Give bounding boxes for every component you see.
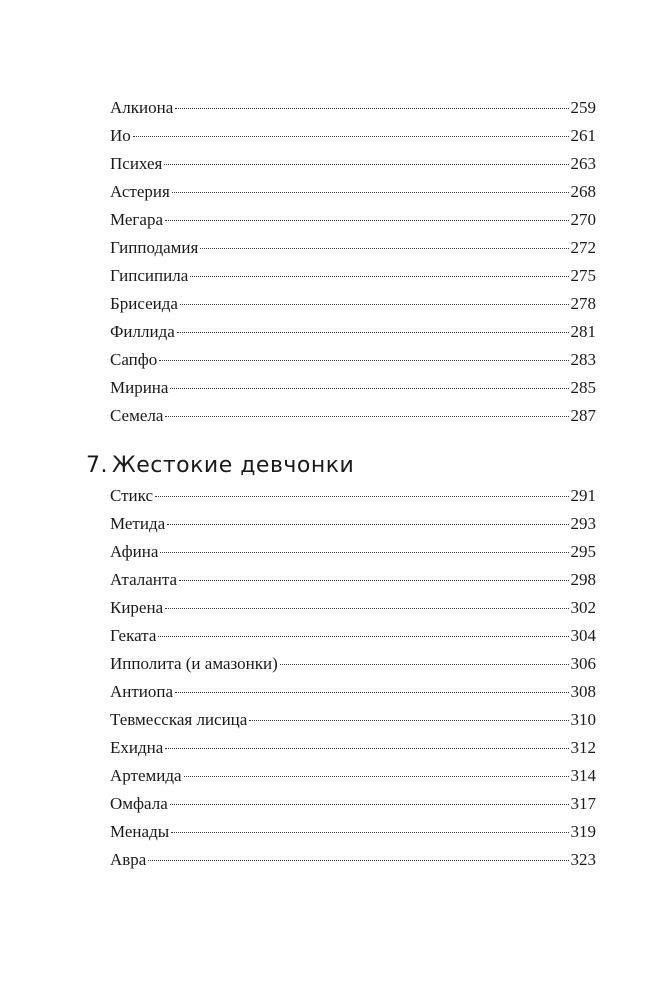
toc-entry-title: Метида [110, 514, 166, 533]
toc-entry-title: Семела [110, 406, 164, 425]
toc-entry-page: 317 [570, 794, 596, 813]
toc-entry-page: 261 [570, 126, 596, 145]
toc-entry-title: Омфала [110, 794, 168, 813]
toc-entry-page: 272 [570, 238, 596, 257]
toc-entry-page: 285 [570, 378, 596, 397]
dot-leader [175, 108, 568, 109]
toc-entry-page: 298 [570, 570, 596, 589]
toc-entry[interactable] [110, 540, 596, 564]
toc-entry-page: 281 [570, 322, 596, 341]
toc-entry-page: 308 [570, 682, 596, 701]
toc-entry[interactable] [110, 484, 596, 508]
toc-entry-title: Аталанта [110, 570, 178, 589]
toc-entry-title: Афина [110, 542, 159, 561]
toc-entry-title: Стикс [110, 486, 154, 505]
toc-entry-page: 287 [570, 406, 596, 425]
dot-leader [180, 304, 569, 305]
dot-leader [172, 192, 569, 193]
toc-entry-page: 302 [570, 598, 596, 617]
toc-entry[interactable] [110, 124, 596, 148]
toc-entry[interactable] [110, 568, 596, 592]
dot-leader [280, 664, 569, 665]
dot-leader [171, 832, 568, 833]
dot-leader [249, 720, 568, 721]
dot-leader [165, 748, 568, 749]
dot-leader [155, 496, 568, 497]
toc-entry-page: 270 [570, 210, 596, 229]
toc-entry[interactable] [110, 208, 596, 232]
toc-entry-page: 263 [570, 154, 596, 173]
dot-leader [165, 416, 568, 417]
toc-entry[interactable] [110, 96, 596, 120]
toc-entry[interactable] [110, 264, 596, 288]
dot-leader [200, 248, 568, 249]
toc-entry-title: Ио [110, 126, 131, 145]
toc-entry[interactable] [110, 596, 596, 620]
toc-entry-title: Ехидна [110, 738, 164, 757]
toc-entry[interactable] [110, 680, 596, 704]
dot-leader [159, 360, 568, 361]
toc-entry[interactable] [110, 624, 596, 648]
toc-entry-page: 304 [570, 626, 596, 645]
toc-entry-page: 295 [570, 542, 596, 561]
dot-leader [184, 776, 569, 777]
toc-entry-page: 306 [570, 654, 596, 673]
toc-entry-title: Антиопа [110, 682, 174, 701]
dot-leader [170, 388, 568, 389]
toc-entry[interactable] [110, 764, 596, 788]
dot-leader [148, 860, 568, 861]
toc-entry-title: Менады [110, 822, 170, 841]
toc-entry-page: 283 [570, 350, 596, 369]
toc-entry-page: 310 [570, 710, 596, 729]
toc-entry-title: Филлида [110, 322, 175, 341]
toc-entry[interactable] [110, 376, 596, 400]
toc-entry-page: 275 [570, 266, 596, 285]
toc-entry-title: Гипсипила [110, 266, 189, 285]
toc-entry[interactable] [110, 652, 596, 676]
toc-entry[interactable] [110, 236, 596, 260]
toc-entry[interactable] [110, 292, 596, 316]
toc-entry-title: Авра [110, 850, 147, 869]
toc-entry-title: Брисеида [110, 294, 178, 313]
toc-entry[interactable] [110, 180, 596, 204]
toc-entry[interactable] [110, 708, 596, 732]
dot-leader [160, 552, 568, 553]
dot-leader [190, 276, 568, 277]
dot-leader [179, 580, 568, 581]
dot-leader [158, 636, 568, 637]
dot-leader [164, 164, 568, 165]
toc-entry-title: Гипподамия [110, 238, 199, 257]
toc-entry-title: Астерия [110, 182, 170, 201]
toc-entry-page: 259 [570, 98, 596, 117]
dot-leader [133, 136, 569, 137]
toc-entry-page: 291 [570, 486, 596, 505]
toc-entry-page: 293 [570, 514, 596, 533]
toc-entry[interactable] [110, 404, 596, 428]
dot-leader [165, 608, 568, 609]
dot-leader [167, 524, 568, 525]
toc-entry[interactable] [110, 736, 596, 760]
chapter-number: 7. [86, 453, 108, 478]
toc-entry[interactable] [110, 792, 596, 816]
toc-entry[interactable] [110, 848, 596, 872]
toc-entry[interactable] [110, 512, 596, 536]
toc-entry-page: 278 [570, 294, 596, 313]
toc-entry[interactable] [110, 348, 596, 372]
chapter-heading[interactable] [86, 450, 606, 482]
toc-entry[interactable] [110, 320, 596, 344]
toc-entry-page: 323 [570, 850, 596, 869]
toc-entry-title: Мирина [110, 378, 169, 397]
toc-entry-title: Ипполита (и амазонки) [110, 654, 278, 673]
dot-leader [170, 804, 569, 805]
toc-entry-page: 268 [570, 182, 596, 201]
dot-leader [177, 332, 569, 333]
toc-entry[interactable] [110, 152, 596, 176]
dot-leader [165, 220, 568, 221]
toc-entry-page: 319 [570, 822, 596, 841]
toc-entry[interactable] [110, 820, 596, 844]
toc-entry-title: Артемида [110, 766, 182, 785]
dot-leader [175, 692, 568, 693]
toc-entry-page: 312 [570, 738, 596, 757]
toc-entry-title: Геката [110, 626, 157, 645]
toc-entry-title: Мегара [110, 210, 164, 229]
toc-entry-title: Кирена [110, 598, 164, 617]
toc-entry-title: Тевмесская лисица [110, 710, 248, 729]
toc-entry-title: Психея [110, 154, 163, 173]
chapter-title: Жестокие девчонки [112, 453, 355, 478]
toc-entry-title: Алкиона [110, 98, 174, 117]
toc-entry-page: 314 [570, 766, 596, 785]
toc-entry-title: Сапфо [110, 350, 158, 369]
